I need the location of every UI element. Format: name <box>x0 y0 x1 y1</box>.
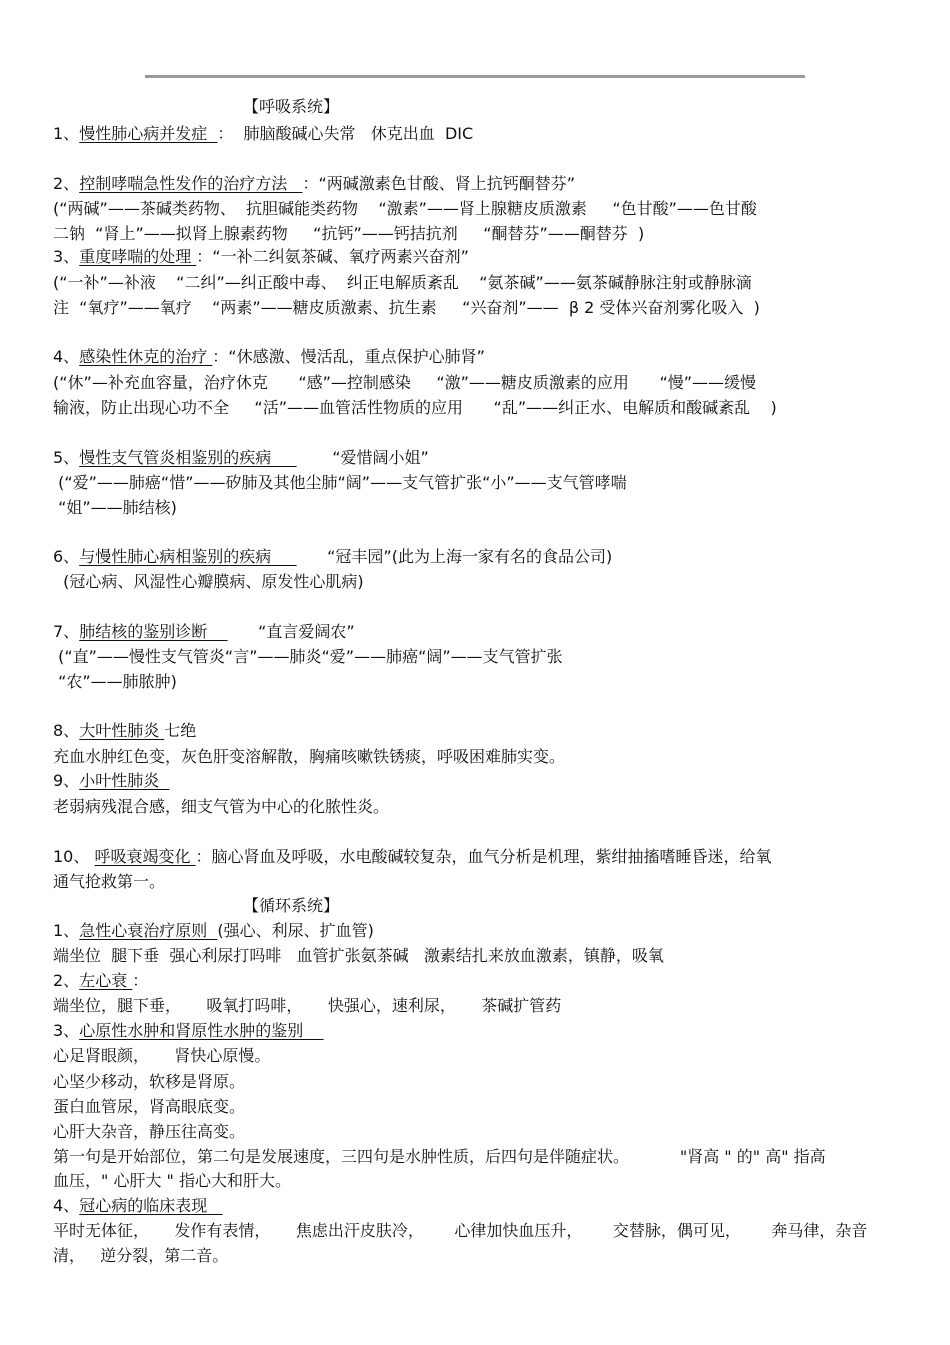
item-number: 10、 <box>53 847 95 866</box>
item-heading: 感染性休克的治疗 <box>79 347 213 366</box>
item-7-detail-2: “农”——肺脓肿) <box>53 672 177 691</box>
item-number: 7、 <box>53 622 80 641</box>
item-number: 5、 <box>53 448 80 467</box>
item-5-detail-1: (“爱”——肺癌“惜”——矽肺及其他尘肺“阔”——支气管扩张“小”——支气管哮喘 <box>53 473 627 492</box>
item-1 <box>53 123 473 145</box>
item-number: 3、 <box>53 1021 80 1040</box>
circ-item-3-detail-2: 心坚少移动，软移是肾原。 <box>53 1072 246 1091</box>
item-heading: 肺结核的鉴别诊断 <box>79 622 228 641</box>
section-title-circulatory: 【循环系统】 <box>243 896 340 915</box>
circ-item-3-detail-4: 心肝大杂音，静压往高变。 <box>53 1122 246 1141</box>
item-9-detail-1: 老弱病残混合感，细支气管为中心的化脓性炎。 <box>53 797 390 816</box>
item-number: 4、 <box>53 347 80 366</box>
item-4 <box>53 346 485 368</box>
item-heading: 大叶性肺炎 <box>79 721 165 740</box>
item-2-detail-2: 二钠 “肾上”——拟肾上腺素药物 “抗钙”——钙拮抗剂 “酮替芬”——酮替芬 ) <box>53 224 645 243</box>
item-number: 4、 <box>53 1196 80 1215</box>
circ-item-4 <box>53 1195 222 1217</box>
item-text: ：脑心肾血及呼吸，水电酸碱较复杂，血气分析是机理，紫绀抽搐嗜睡昏迷，给氧 <box>195 847 772 866</box>
item-10-detail-1: 通气抢救第一。 <box>53 872 166 891</box>
item-heading: 重度哮喘的处理 <box>79 247 197 266</box>
item-8-detail-1: 充血水肿红色变，灰色肝变溶解散，胸痛咳嗽铁锈痰，呼吸困难肺实变。 <box>53 747 566 766</box>
section-title-respiratory: 【呼吸系统】 <box>243 97 340 116</box>
item-3-detail-2: 注 “氧疗”——氧疗 “两素”——糖皮质激素、抗生素 “兴奋剂”—— β 2 受体兴奋剂雾化吸入 ) <box>53 298 760 317</box>
item-4-detail-2: 输液，防止出现心功不全 “活”——血管活性物质的应用 “乱”——纠正水、电解质和酸碱紊乱 ) <box>53 398 777 417</box>
item-10 <box>53 846 772 868</box>
item-heading: 左心衰 <box>79 971 133 990</box>
item-number: 1、 <box>53 124 80 143</box>
circ-item-4-detail-2: 清， 逆分裂，第二音。 <box>53 1246 229 1265</box>
item-number: 3、 <box>53 247 80 266</box>
item-heading: 慢性支气管炎相鉴别的疾病 <box>79 448 297 467</box>
item-number: 9、 <box>53 771 80 790</box>
circ-item-1 <box>53 920 374 942</box>
item-heading: 急性心衰治疗原则 <box>79 921 218 940</box>
item-text: “冠丰园”(此为上海一家有名的食品公司) <box>296 547 613 566</box>
item-text: “爱惜阔小姐” <box>296 448 429 467</box>
item-heading: 与慢性肺心病相鉴别的疾病 <box>79 547 297 566</box>
item-4-detail-1: (“休”—补充血容量，治疗休克 “感”—控制感染 “激”——糖皮质激素的应用 “慢”——缓慢 <box>53 373 757 392</box>
item-3-detail-1: (“一补”—补液 “二纠”—纠正酸中毒、 纠正电解质紊乱 “氨茶碱”——氨茶碱静脉注射或静脉滴 <box>53 273 752 292</box>
circ-item-3 <box>53 1020 324 1042</box>
item-number: 6、 <box>53 547 80 566</box>
item-7 <box>53 621 355 643</box>
item-6-detail-1: (冠心病、风湿性心瓣膜病、原发性心肌病) <box>53 572 364 591</box>
item-9 <box>53 770 169 792</box>
item-number: 8、 <box>53 721 80 740</box>
item-number: 1、 <box>53 921 80 940</box>
circ-item-3-detail-3: 蛋白血管尿，肾高眼底变。 <box>53 1097 246 1116</box>
circ-item-1-detail-1: 端坐位 腿下垂 强心利尿打吗啡 血管扩张氨茶碱 激素结扎来放血激素，镇静，吸氧 <box>53 946 664 965</box>
item-6 <box>53 546 612 568</box>
item-2 <box>53 173 575 195</box>
item-heading: 控制哮喘急性发作的治疗方法 <box>79 174 303 193</box>
circ-item-2 <box>53 970 148 992</box>
circ-item-3-detail-6: 血压，" 心肝大 " 指心大和肝大。 <box>53 1171 291 1190</box>
item-text: “直言爱阔农” <box>227 622 355 641</box>
item-text: ：“一补二纠氨茶碱、氧疗两素兴奋剂” <box>196 247 469 266</box>
item-text: ： <box>132 971 149 990</box>
item-number: 2、 <box>53 971 80 990</box>
item-2-detail-1: (“两碱”——茶碱类药物、 抗胆碱能类药物 “激素”——肾上腺糖皮质激素 “色甘酸”——色甘酸 <box>53 199 757 218</box>
item-text: ： 肺脑酸碱心失常 休克出血 DIC <box>217 124 474 143</box>
item-text: ：“休感激、慢活乱，重点保护心肺肾” <box>212 347 485 366</box>
top-divider <box>145 75 805 78</box>
circ-item-3-detail-5: 第一句是开始部位，第二句是发展速度，三四句是水肿性质，后四句是伴随症状。 "肾高 " 的" 高" 指高 <box>53 1147 826 1166</box>
item-heading: 慢性肺心病并发症 <box>79 124 218 143</box>
item-3 <box>53 246 469 268</box>
circ-item-2-detail-1: 端坐位，腿下垂， 吸氧打吗啡， 快强心，速利尿， 茶碱扩管药 <box>53 996 562 1015</box>
item-heading: 呼吸衰竭变化 <box>94 847 196 866</box>
item-heading: 小叶性肺炎 <box>79 771 170 790</box>
item-5-detail-2: “姐”——肺结核) <box>53 498 177 517</box>
item-text: (强心、利尿、扩血管) <box>217 921 374 940</box>
item-heading: 心原性水肿和肾原性水肿的鉴别 <box>79 1021 324 1040</box>
item-8 <box>53 720 196 742</box>
item-heading: 冠心病的临床表现 <box>79 1196 223 1215</box>
item-5 <box>53 447 429 469</box>
item-text: ：“两碱激素色甘酸、肾上抗钙酮替芬” <box>302 174 576 193</box>
circ-item-3-detail-1: 心足肾眼颜， 肾快心原慢。 <box>53 1046 271 1065</box>
item-7-detail-1: (“直”——慢性支气管炎“言”——肺炎“爱”——肺癌“阔”——支气管扩张 <box>53 647 563 666</box>
item-number: 2、 <box>53 174 80 193</box>
item-text: 七绝 <box>164 721 197 740</box>
circ-item-4-detail-1: 平时无体征， 发作有表情， 焦虑出汗皮肤冷， 心律加快血压升， 交替脉，偶可见， 奔马律，杂音 <box>53 1221 868 1240</box>
